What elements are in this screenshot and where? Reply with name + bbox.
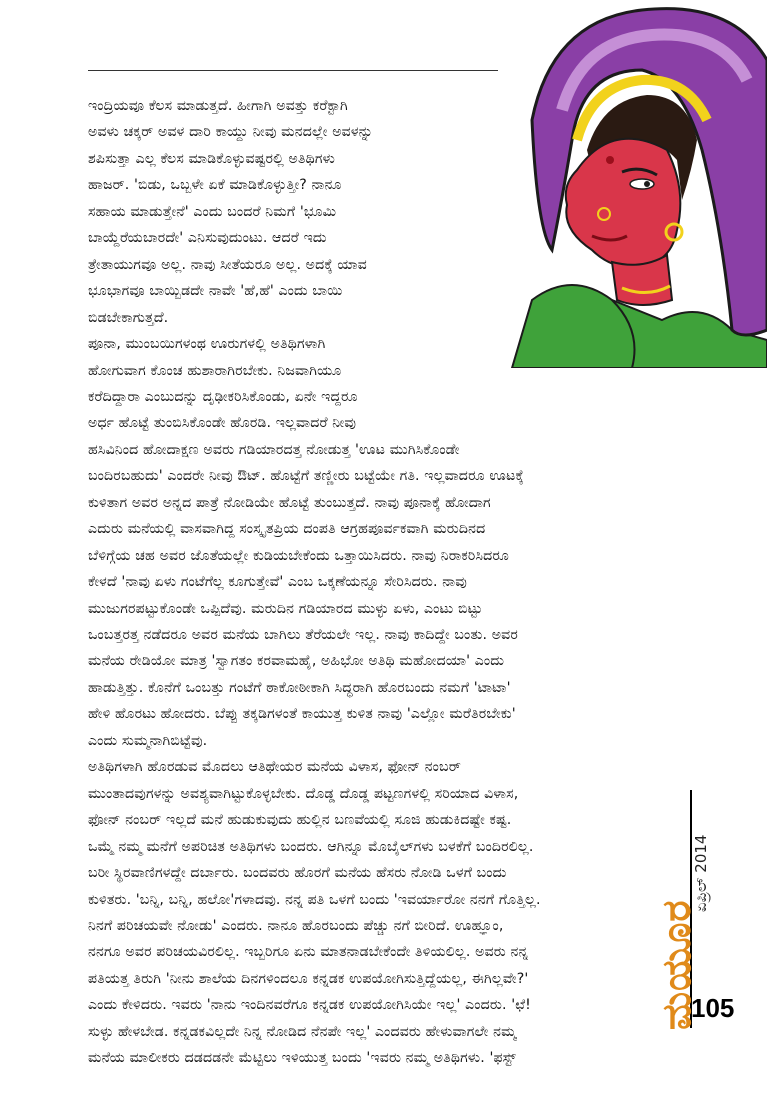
text-line: ಎಂದು ಸುಮ್ಮನಾಗಿಬಿಟ್ಟೆವು. — [88, 732, 208, 749]
text-line: ಪತಿಯತ್ತ ತಿರುಗಿ 'ನೀನು ಶಾಲೆಯ ದಿನಗಳಿಂದಲೂ ಕನ್ನಡಕ ಉಪಯೋಗಿಸುತ್ತಿದ್ದೆಯಲ್ಲ, ಈಗಿಲ್ಲವೇ?' — [88, 970, 529, 987]
magazine-brand: ಮಯೂರ — [654, 899, 700, 1030]
text-line: ಅತಿಥಿಗಳಾಗಿ ಹೊರಡುವ ಮೊದಲು ಆತಿಥೇಯರ ಮನೆಯ ವಿಳಾಸ, ಫೋನ್ ನಂಬರ್ — [88, 759, 461, 776]
text-line: ಭೂಭಾಗವೂ ಬಾಯ್ಬಿಡದೇ ನಾವೇ 'ಹೆ,ಹೆ' ಎಂದು ಬಾಯಿ — [88, 283, 343, 300]
text-line: ಸುಳ್ಳು ಹೇಳಬೇಡ. ಕನ್ನಡಕವಿಲ್ಲದೇ ನಿನ್ನ ನೋಡಿದ ನೆನಪೇ ಇಲ್ಲ' ಎಂದವರು ಹೇಳುವಾಗಲೇ ನಮ್ಮ — [88, 1023, 517, 1040]
text-line: ಕುಳಿತಾಗ ಅವರ ಅನ್ನದ ಪಾತ್ರೆ ನೋಡಿಯೇ ಹೊಟ್ಟೆ ತುಂಬುತ್ತದೆ. ನಾವು ಪೂನಾಕ್ಕೆ ಹೋದಾಗ — [88, 494, 491, 511]
text-line: ನಿನಗೆ ಪರಿಚಯವೇ ನೋಡು' ಎಂದರು. ನಾನೂ ಹೊರಬಂದು ಪೆಚ್ಚು ನಗೆ ಬೀರಿದೆ. ಊಹ್ಞೂಂ, — [88, 917, 504, 934]
text-line: ಬಂದಿರಬಹುದು' ಎಂದರೇ ನೀವು ಔಟ್. ಹೊಟ್ಟೆಗೆ ತಣ್ಣೀರು ಬಟ್ಟೆಯೇ ಗತಿ. ಇಲ್ಲವಾದರೂ ಊಟಕ್ಕೆ — [88, 468, 524, 485]
text-line: ಫೋನ್ ನಂಬರ್ ಇಲ್ಲದೆ ಮನೆ ಹುಡುಕುವುದು ಹುಲ್ಲಿನ ಬಣವೆಯಲ್ಲಿ ಸೂಜಿ ಹುಡುಕಿದಷ್ಟೇ ಕಷ್ಟ. — [88, 812, 512, 829]
text-line: ತ್ರೇತಾಯುಗವೂ ಅಲ್ಲ. ನಾವು ಸೀತೆಯರೂ ಅಲ್ಲ. ಅದಕ್ಕೆ ಯಾವ — [88, 256, 367, 273]
text-line: ಮುಜುಗರಪಟ್ಟುಕೊಂಡೇ ಒಪ್ಪಿದೆವು. ಮರುದಿನ ಗಡಿಯಾರದ ಮುಳ್ಳು ಏಳು, ಎಂಟು ಬಿಟ್ಟು — [88, 600, 483, 617]
text-line: ನನಗೂ ಅವರ ಪರಿಚಯವಿರಲಿಲ್ಲ. ಇಬ್ಬರಿಗೂ ಏನು ಮಾತನಾಡಬೇಕೆಂದೇ ತಿಳಿಯಲಿಲ್ಲ. ಅವರು ನನ್ನ — [88, 944, 529, 961]
text-line: ಮುಂತಾದವುಗಳನ್ನು ಅವಶ್ಯವಾಗಿಟ್ಟುಕೊಳ್ಳಬೇಕು. ದೊಡ್ಡ ದೊಡ್ಡ ಪಟ್ಟಣಗಳಲ್ಲಿ ಸರಿಯಾದ ವಿಳಾಸ, — [88, 785, 519, 802]
text-line: ಬಿಡಬೇಕಾಗುತ್ತದೆ. — [88, 309, 169, 326]
text-line: ಬರೀ ಸ್ಥಿರವಾಣಿಗಳದ್ದೇ ದರ್ಬಾರು. ಬಂದವರು ಹೊರಗೆ ಮನೆಯ ಹೆಸರು ನೋಡಿ ಒಳಗೆ ಬಂದು — [88, 865, 507, 882]
text-line: ಶಪಿಸುತ್ತಾ ಎಲ್ಲ ಕೆಲಸ ಮಾಡಿಕೊಳ್ಳುವಷ್ಟರಲ್ಲಿ ಅತಿಥಿಗಳು — [88, 150, 335, 167]
text-line: ಅವಳು ಚಕ್ಕರ್ ಅವಳ ದಾರಿ ಕಾಯ್ದು ನೀವು ಮನದಲ್ಲೇ ಅವಳನ್ನು — [88, 124, 374, 141]
page-number: 105 — [691, 993, 735, 1023]
text-line: ಎಂದು ಕೇಳಿದರು. ಇವರು 'ನಾನು ಇಂದಿನವರೆಗೂ ಕನ್ನಡಕ ಉಪಯೋಗಿಸಿಯೇ ಇಲ್ಲ' ಎಂದರು. 'ಛೆ! — [88, 997, 531, 1014]
text-line: ಕುಳಿತರು. 'ಬನ್ನಿ, ಬನ್ನಿ, ಹಲೋ'ಗಳಾದವು. ನನ್ನ ಪತಿ ಒಳಗೆ ಬಂದು 'ಇವರ್ಯಾರೋ ನನಗೆ ಗೊತ್ತಿಲ್ಲ. — [88, 891, 541, 908]
text-line: ಹಾಡುತ್ತಿತ್ತು. ಕೊನೆಗೆ ಒಂಬತ್ತು ಗಂಟೆಗೆ ಠಾಕೋಠೀಕಾಗಿ ಸಿದ್ಧರಾಗಿ ಹೊರಬಂದು ನಮಗೆ 'ಟಾಟಾ' — [88, 679, 511, 696]
text-line: ಹಸಿವಿನಿಂದ ಹೋದಾಕ್ಷಣ ಅವರು ಗಡಿಯಾರದತ್ತ ನೋಡುತ್ತ 'ಊಟ ಮುಗಿಸಿಕೊಂಡೇ — [88, 441, 460, 458]
issue-date: ಏಪ್ರಿಲ್ 2014 — [692, 834, 710, 912]
text-line: ಎದುರು ಮನೆಯಲ್ಲಿ ವಾಸವಾಗಿದ್ದ ಸಂಸ್ಕೃತಪ್ರಿಯ ದಂಪತಿ ಆಗ್ರಹಪೂರ್ವಕವಾಗಿ ಮರುದಿನದ — [88, 521, 486, 538]
text-line: ಇಂದ್ರಿಯವೂ ಕೆಲಸ ಮಾಡುತ್ತದೆ. ಹೀಗಾಗಿ ಅವತ್ತು ಕರೆಕ್ಟಾಗಿ — [88, 98, 348, 114]
text-line: ಒಂಬತ್ತರತ್ತ ನಡೆದರೂ ಅವರ ಮನೆಯ ಬಾಗಿಲು ತೆರೆಯಲೇ ಇಲ್ಲ. ನಾವು ಕಾದಿದ್ದೇ ಬಂತು. ಅವರ — [88, 627, 518, 643]
text-line: ಕೇಳದೆ 'ನಾವು ಏಳು ಗಂಟೆಗೆಲ್ಲ ಕೂಗುತ್ತೇವೆ' ಎಂಬ ಒಕ್ಕಣೆಯನ್ನೂ ಸೇರಿಸಿದರು. ನಾವು — [88, 574, 467, 591]
text-line: ಅರ್ಧ ಹೊಟ್ಟೆ ತುಂಬಿಸಿಕೊಂಡೇ ಹೊರಡಿ. ಇಲ್ಲವಾದರೆ ನೀವು — [88, 415, 357, 432]
text-line: ಒಮ್ಮೆ ನಮ್ಮ ಮನೆಗೆ ಅಪರಿಚಿತ ಅತಿಥಿಗಳು ಬಂದರು. ಆಗಿನ್ನೂ ಮೊಬೈಲ್‌ಗಳು ಬಳಕೆಗೆ ಬಂದಿರಲಿಲ್ಲ. — [88, 838, 534, 855]
woman-illustration — [492, 0, 767, 368]
text-line: ಹೋಗುವಾಗ ಕೊಂಚ ಹುಶಾರಾಗಿರಬೇಕು. ನಿಜವಾಗಿಯೂ — [88, 362, 342, 379]
text-line: ಬಾಯ್ದೆರೆಯಬಾರದೇ' ಎನಿಸುವುದುಂಟು. ಆದರೆ ಇದು — [88, 230, 327, 247]
text-line: ಮನೆಯ ರೇಡಿಯೋ ಮಾತ್ರ 'ಸ್ವಾಗತಂ ಕರವಾಮಹೈ, ಅಹಿಭೋ ಅತಿಥಿ ಮಹೋದಯಾ' ಎಂದು — [88, 653, 505, 670]
text-line: ಹಾಜರ್. 'ಬಿಡು, ಒಬ್ಬಳೇ ಏಕೆ ಮಾಡಿಕೊಳ್ಳುತ್ತೀ? ನಾನೂ — [88, 177, 342, 194]
top-rule — [88, 70, 498, 71]
text-line: ಪೂನಾ, ಮುಂಬಯಿಗಳಂಥ ಊರುಗಳಲ್ಲಿ ಅತಿಥಿಗಳಾಗಿ — [88, 336, 326, 353]
text-line: ಸಹಾಯ ಮಾಡುತ್ತೇನೆ' ಎಂದು ಬಂದರೆ ನಿಮಗೆ 'ಭೂಮಿ — [88, 203, 337, 220]
text-line: ಹೇಳಿ ಹೊರಟು ಹೋದರು. ಬೆಪ್ಪು ತಕ್ಕಡಿಗಳಂತೆ ಕಾಯುತ್ತ ಕುಳಿತ ನಾವು 'ಎಲ್ಲೋ ಮರೆತಿರಬೇಕು' — [88, 706, 516, 723]
text-line: ಬೆಳಿಗ್ಗೆಯ ಚಹ ಅವರ ಜೊತೆಯಲ್ಲೇ ಕುಡಿಯಬೇಕೆಂದು ಒತ್ತಾಯಿಸಿದರು. ನಾವು ನಿರಾಕರಿಸಿದರೂ — [88, 547, 510, 564]
text-line: ಕರೆದಿದ್ದಾರಾ ಎಂಬುದನ್ನು ದೃಢೀಕರಿಸಿಕೊಂಡು, ಏನೇ ಇದ್ದರೂ — [88, 388, 358, 405]
text-line: ಮನೆಯ ಮಾಲೀಕರು ದಡದಡನೇ ಮೆಟ್ಟಿಲು ಇಳಿಯುತ್ತ ಬಂದು 'ಇವರು ನಮ್ಮ ಅತಿಥಿಗಳು. 'ಫಸ್ಟ್ — [88, 1050, 516, 1067]
